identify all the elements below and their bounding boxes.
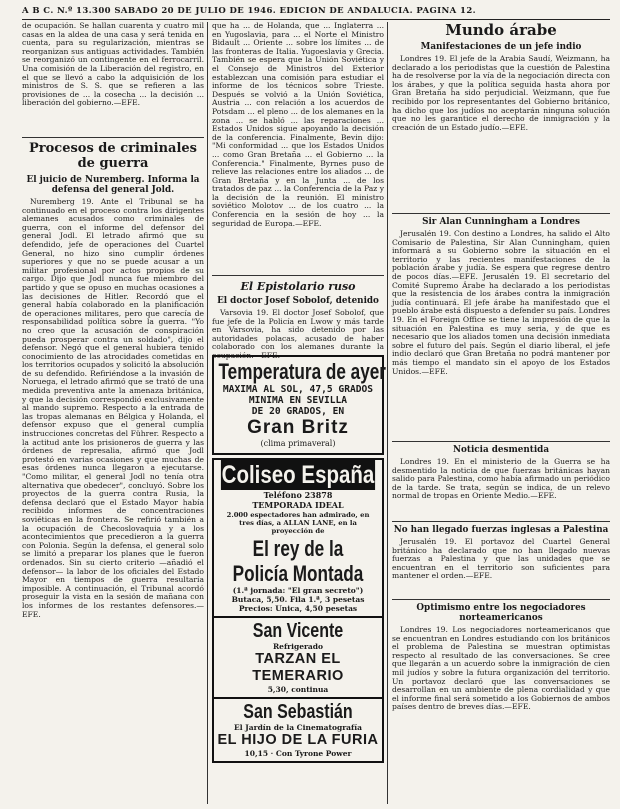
col2-top-text: que ha ... de Holanda, que ... Inglaterra ... en Yugoslavia, para ... el Norte el Ministro Bidault ... Oriente ... sobre los límites ... de las fronteras de Italia. Yugoeslavia y Grecia. También se espera que la Unión Soviética y el Consejo de Ministros del Exterior establezcan una comisión para estudiar el informe de los técnicos sobre Trieste. Después se volvió a la Unión Soviética, Austria ... con relación a los acuerdos de Potsdam ... el pleno ... de los alemanes en la zona ... se habló ... las reparaciones ... Estados Unidos sigue apoyando la decisión de la conferencia. Finalmente, Bevin dijo: "Mi conformidad ... que los Estados Unidos ... como Gran Bretaña ... el Gobierno ... la Conferencia." Finalmente, Byrnes puso de relieve las relaciones entre los aliados ... de Gran Bretaña y en la Junta ... de los tratados de paz ... la Conferencia de la Paz y la decisión de la reunión. El ministro soviético Molotov ... de los cuatro ... la Conferencia en la sesión de hoy ... la seguridad de Europa.—EFE. [212, 21, 384, 228]
article-body-desmentida: Londres 19. En el ministerio de la Guerra se ha desmentido la noticia de que fuerzas británicas hayan salido para Palestina, como había afirmado un periódico de la tarde. Se trata, según se indica, de un relevo normal de tropas en Oriente Medio.—EFE. [392, 457, 610, 501]
ad-coliseo-note: Precios: Unica, 4,50 pesetas [238, 604, 358, 613]
ad-san-sebastian-time: 10,15 · Con Tyrone Power [244, 749, 352, 758]
ad-coliseo-price: Butaca, 5,50. Fila 1.ª, 3 pesetas [231, 595, 365, 604]
ad-temperatura-venue: Gran Britz [247, 417, 349, 438]
article-headline-desmentida: Noticia desmentida [452, 445, 550, 455]
article-body-fuerzas: Jerusalén 19. El portavoz del Cuartel General británico ha declarado que no han llegado nuevas fuerzas a Palestina y que las unidades que se encuentran en el territorio son suficientes para mantener el orden.—EFE. [392, 537, 610, 581]
col3-rule-2 [392, 441, 610, 442]
column-middle [212, 22, 384, 804]
col3-rule-1 [392, 213, 610, 214]
col3-rule-4 [392, 599, 610, 600]
ad-san-sebastian-name: San Sebastián [243, 701, 353, 723]
ad-coliseo-episode: (1.ª jornada: "El gran secreto") [232, 586, 364, 595]
article-headline-nuremberg: El juicio de Nuremberg. Informa la defensa del general Jold. [26, 175, 200, 195]
ad-san-vicente-time: 5,30, continua [267, 685, 329, 694]
ad-san-sebastian [214, 697, 382, 761]
article-body-cunningham: Jerusalén 19. Con destino a Londres, ha salido el Alto Comisario de Palestina, Sir Alan Cunningham, quien informará a su Gobierno sobre la situación en el territorio y las recientes manifestaciones de la población árabe y judía. Se espera que regrese dentro de pocos días.—EFE. Jerusalén 19. El secretario del Comité Supremo Árabe ha declarado a los periodistas que la resistencia de los árabes contra la inmigración judía continuará. El jefe árabe ha manifestado que el pueblo árabe está dispuesto a defender su país. Londres 19. En el Foreign Office se tiene la impresión de que la situación en Palestina es muy seria, y de que es necesario que los aliados tomen una decisión inmediata sobre el futuro del país. Según el diario liberal, el jefe indio declaró que Gran Bretaña no podrá mantener por más tiempo el mandato sin el apoyo de los Estados Unidos.—EFE. [392, 229, 610, 376]
ad-temperatura-title: Temperatura de ayer [218, 359, 386, 384]
article-body-optimismo: Londres 19. Los negociadores norteamericanos que se encuentran en Londres estudiando con los británicos el problema de Palestina se muestran optimistas respecto al resultado de las conversaciones. Se cree que llegarán a un acuerdo sobre la inmigración de cien mil judíos y sobre la futura organización del territorio. Un portavoz declaró que las conversaciones se desarrollan en un ambiente de plena cordialidad y que el informe final será sometido a los Gobiernos de ambos países dentro de breves días.—EFE. [392, 625, 610, 712]
article-body-sobolof: Varsovia 19. El doctor Josef Sobolof, que fue jefe de la Policía en Lwow y más tarde en Varsovia, ha sido detenido por las autoridades polacas, acusado de haber colaborado con los alemanes durante la ocupación.—EFE. [212, 308, 384, 360]
masthead-rule [22, 19, 610, 20]
ad-coliseo-subtitle: TEMPORADA IDEAL [252, 500, 344, 510]
ad-coliseo [212, 458, 384, 763]
article-headline-jefe-indio: Manifestaciones de un jefe indio [420, 42, 582, 52]
ad-san-vicente-sub: Refrigerado [272, 642, 324, 651]
ad-coliseo-phone: Teléfono 23878 [263, 490, 333, 500]
column-divider-2 [387, 22, 388, 804]
ad-coliseo-title: Coliseo España [221, 461, 375, 489]
column-right [392, 22, 610, 804]
ad-temperatura-line1: MAXIMA AL SOL, 47,5 GRADOS [222, 384, 374, 395]
ad-coliseo-desc: 2.000 espectadores han admirado, en tres días, a ALLAN LANE, en la proyección de [226, 511, 370, 535]
ad-temperatura [212, 355, 384, 455]
section-title-epistolario: El Epistolario ruso [240, 280, 356, 293]
ad-san-vicente [214, 616, 382, 697]
article-headline-sobolof: El doctor Josef Sobolof, detenido [217, 296, 379, 306]
ad-san-vicente-film: TARZAN EL TEMERARIO [252, 651, 344, 684]
ad-san-sebastian-film: EL HIJO DE LA FURIA [217, 732, 379, 748]
col1-top-text: de ocupación. Se hallan cuarenta y cuatro mil casas en la aldea de una casa y será tenida en cuenta, para su regularización, mientras se reorganizan sus antiguas actividades. También se reorganizó un contingente en el ferrocarril. Una comisión de la Liberación del registro, en el que se llevó a cabo la adquisición de los ministros de S. S. que se refieren a las provisiones de ... la cosecha ... la decisión ... liberación del gobierno.—EFE. [22, 21, 204, 108]
col1-rule [22, 137, 204, 138]
ad-temperatura-line3: DE 20 GRADOS, EN [251, 406, 345, 417]
ad-temperatura-line2: MINIMA EN SEVILLA [248, 395, 348, 406]
section-title-mundo-arabe: Mundo árabe [445, 21, 557, 39]
article-body-jefe-indio: Londres 19. El jefe de la Arabia Saudí, Weizmann, ha declarado a los periodistas que la cuestión de Palestina ha de resolverse por la vía de la negociación directa con los árabes, y que la política seguida hasta ahora por Gran Bretaña ha sido perjudicial. Weizmann, que fue recibido por los representantes del Gobierno británico, ha dicho que los judíos no aceptarán ninguna solución que no les garantice el derecho de inmigración y la creación de un Estado judío.—EFE. [392, 54, 610, 132]
ad-coliseo-film2: Policía Montada [232, 561, 364, 586]
ad-coliseo-film1: El rey de la [252, 536, 344, 561]
article-headline-cunningham: Sir Alan Cunningham a Londres [422, 217, 580, 227]
article-headline-optimismo: Optimismo entre los negociadores norteamericanos [416, 603, 586, 623]
section-title-war-crimes: Procesos de criminales de guerra [28, 141, 197, 171]
ad-san-vicente-name: San Vicente [252, 620, 344, 642]
col3-rule-3 [392, 521, 610, 522]
article-headline-fuerzas: No han llegado fuerzas inglesas a Palestina [393, 525, 609, 535]
ad-san-sebastian-sub: El Jardín de la Cinematografía [234, 723, 362, 732]
page-masthead: A B C. N.º 13.300 SABADO 20 DE JULIO DE 1946. EDICION DE ANDALUCIA. PAGINA 12. [22, 6, 477, 16]
column-divider-1 [207, 22, 208, 804]
column-left [22, 22, 204, 804]
article-body-nuremberg: Nuremberg 19. Ante el Tribunal se ha continuado en el proceso contra los dirigentes alemanes acusados como criminales de guerra, con el informe del defensor del general Jodl. El letrado afirmó que su defendido, jefe de operaciones del Cuartel General, no hizo sino cumplir órdenes superiores y que no se puede acusar a un militar profesional por actos propios de su cargo. Dijo que Jodl nunca fue miembro del partido y que se opuso en muchas ocasiones a las decisiones de Hitler. Recordó que el general había colaborado en la planificación de operaciones militares, pero que carecía de responsabilidad política sobre la guerra. "Yo no creo que la acusación de conspiración pueda prosperar contra un soldado", dijo el defensor. Negó que el general hubiera tenido conocimiento de las atrocidades cometidas en los territorios ocupados y solicitó la absolución de su defendido. Refiriéndose a la invasión de Noruega, el letrado afirmó que se trató de una medida preventiva ante la amenaza británica, y que la decisión correspondió exclusivamente al mando supremo. Respecto a la entrada de las tropas alemanas en Bélgica y Holanda, el defensor expuso que el general cumplía instrucciones concretas del Führer. Respecto a la actitud ante los prisioneros de guerra y las órdenes de represalia, afirmó que Jodl protestó en varias ocasiones y que muchas de esas órdenes nunca llegaron a ejecutarse. "Como militar, el general Jodl no tenía otra alternativa que obedecer", concluyó. Sobre los proyectos de la guerra contra Rusia, la defensa declaró que el Estado Mayor había recibido informes de concentraciones soviéticas en la frontera. Se refirió también a la ocupación de Checoslovaquia y a los acontecimientos que precedieron a la guerra con Polonia. Según la defensa, el general solo se limitó a preparar los planes que le fueron ordenados. Sin su cierto criterio —añadió el defensor— la labor de los oficiales del Estado Mayor en tiempos de guerra resultaría imposible. A continuación, el Tribunal acordó proseguir la vista en la sesión de mañana con los informes de los restantes defensores.—EFE. [22, 197, 204, 619]
ad-temperatura-note: (clima primaveral) [260, 439, 336, 448]
col2-rule [212, 275, 384, 276]
